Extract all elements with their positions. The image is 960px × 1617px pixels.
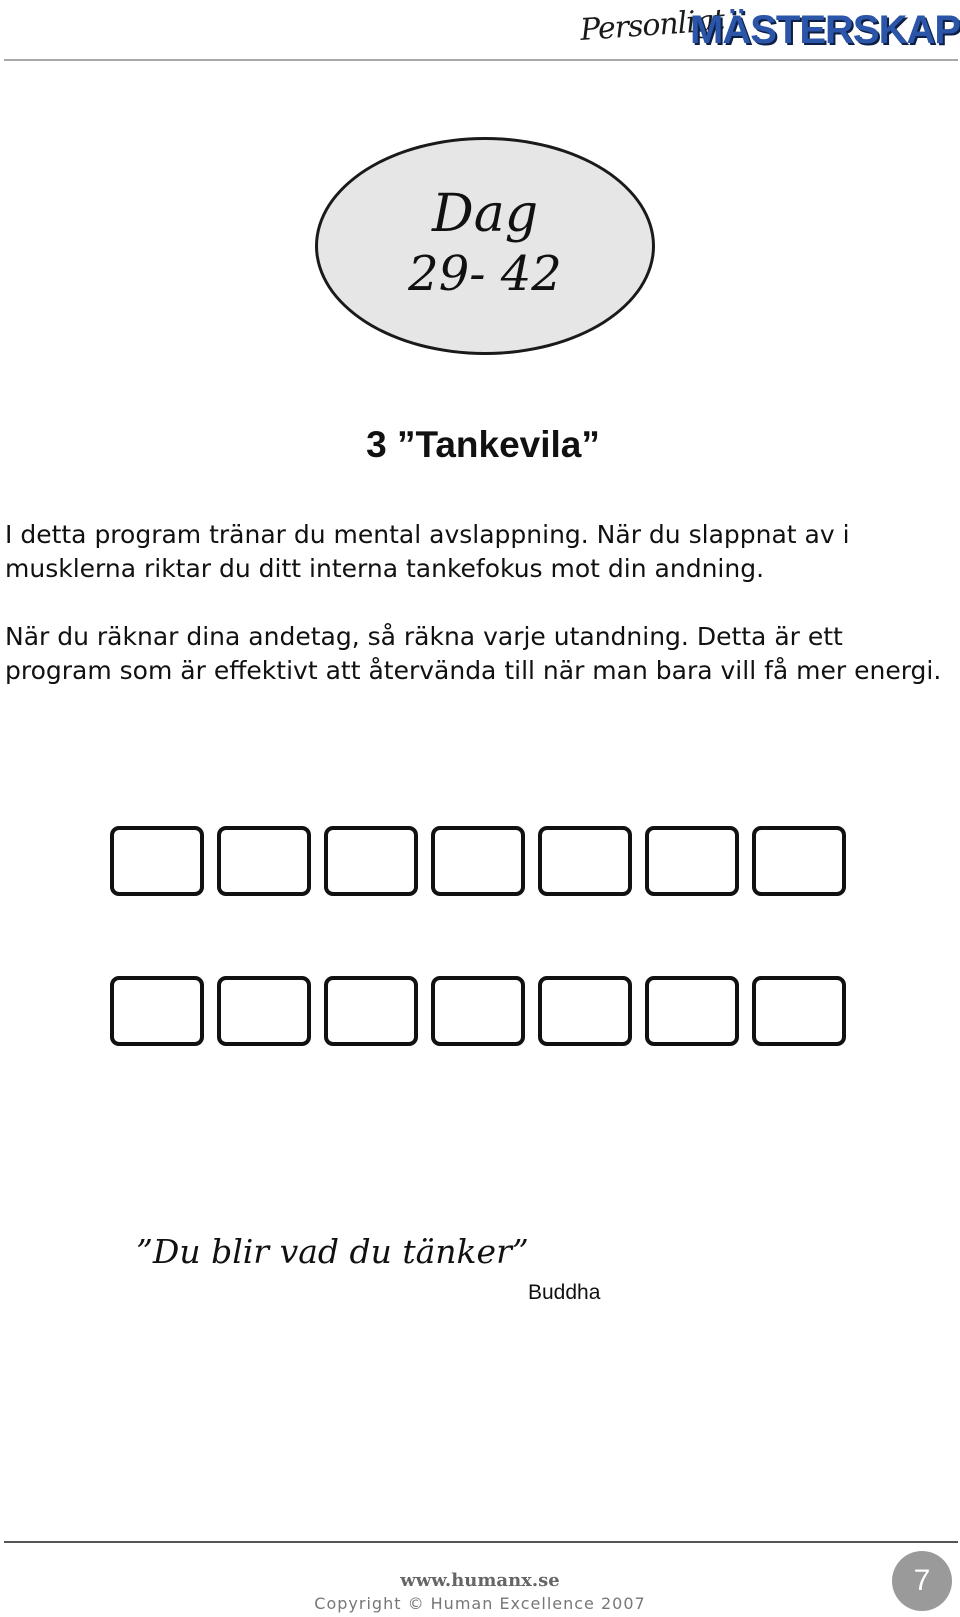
footer-copyright: Copyright © Human Excellence 2007 <box>314 1594 646 1613</box>
day-checkbox[interactable] <box>645 826 739 896</box>
day-checkbox[interactable] <box>431 976 525 1046</box>
day-checkbox[interactable] <box>752 826 846 896</box>
day-checkbox[interactable] <box>110 976 204 1046</box>
quote-author: Buddha <box>528 1281 601 1304</box>
page-number: 7 <box>892 1551 952 1611</box>
day-checkbox[interactable] <box>645 976 739 1046</box>
day-checkbox[interactable] <box>217 826 311 896</box>
day-checkbox[interactable] <box>431 826 525 896</box>
day-checkbox[interactable] <box>324 826 418 896</box>
program-title: 3 ”Tankevila” <box>366 424 600 465</box>
day-checkbox[interactable] <box>217 976 311 1046</box>
page-header <box>0 0 960 62</box>
header-divider <box>4 59 958 61</box>
instructions-paragraph: När du räknar dina andetag, så räkna varje utandning. Detta är ett program som är effektivt att återvända till när man bara vill få mer energi. <box>5 622 942 685</box>
logo-script-text: Personligt <box>578 3 726 48</box>
logo-brand-text: MÄSTERSKAP <box>690 8 960 52</box>
day-checkbox[interactable] <box>752 976 846 1046</box>
intro-paragraph: I detta program tränar du mental avslappning. När du slappnat av i musklerna riktar du ditt interna tankefokus mot din andning. <box>5 520 850 583</box>
day-label: Dag <box>432 184 538 244</box>
day-range: 29- 42 <box>408 246 562 302</box>
day-checkbox[interactable] <box>110 826 204 896</box>
day-checkbox[interactable] <box>324 976 418 1046</box>
footer-url: www.humanx.se <box>400 1570 560 1591</box>
footer-divider <box>4 1541 958 1543</box>
day-range-badge <box>315 137 655 355</box>
day-checkbox[interactable] <box>538 976 632 1046</box>
day-checkbox[interactable] <box>538 826 632 896</box>
day-checkbox-grid <box>110 826 854 1046</box>
quote-text: ”Du blir vad du tänker” <box>136 1232 529 1271</box>
